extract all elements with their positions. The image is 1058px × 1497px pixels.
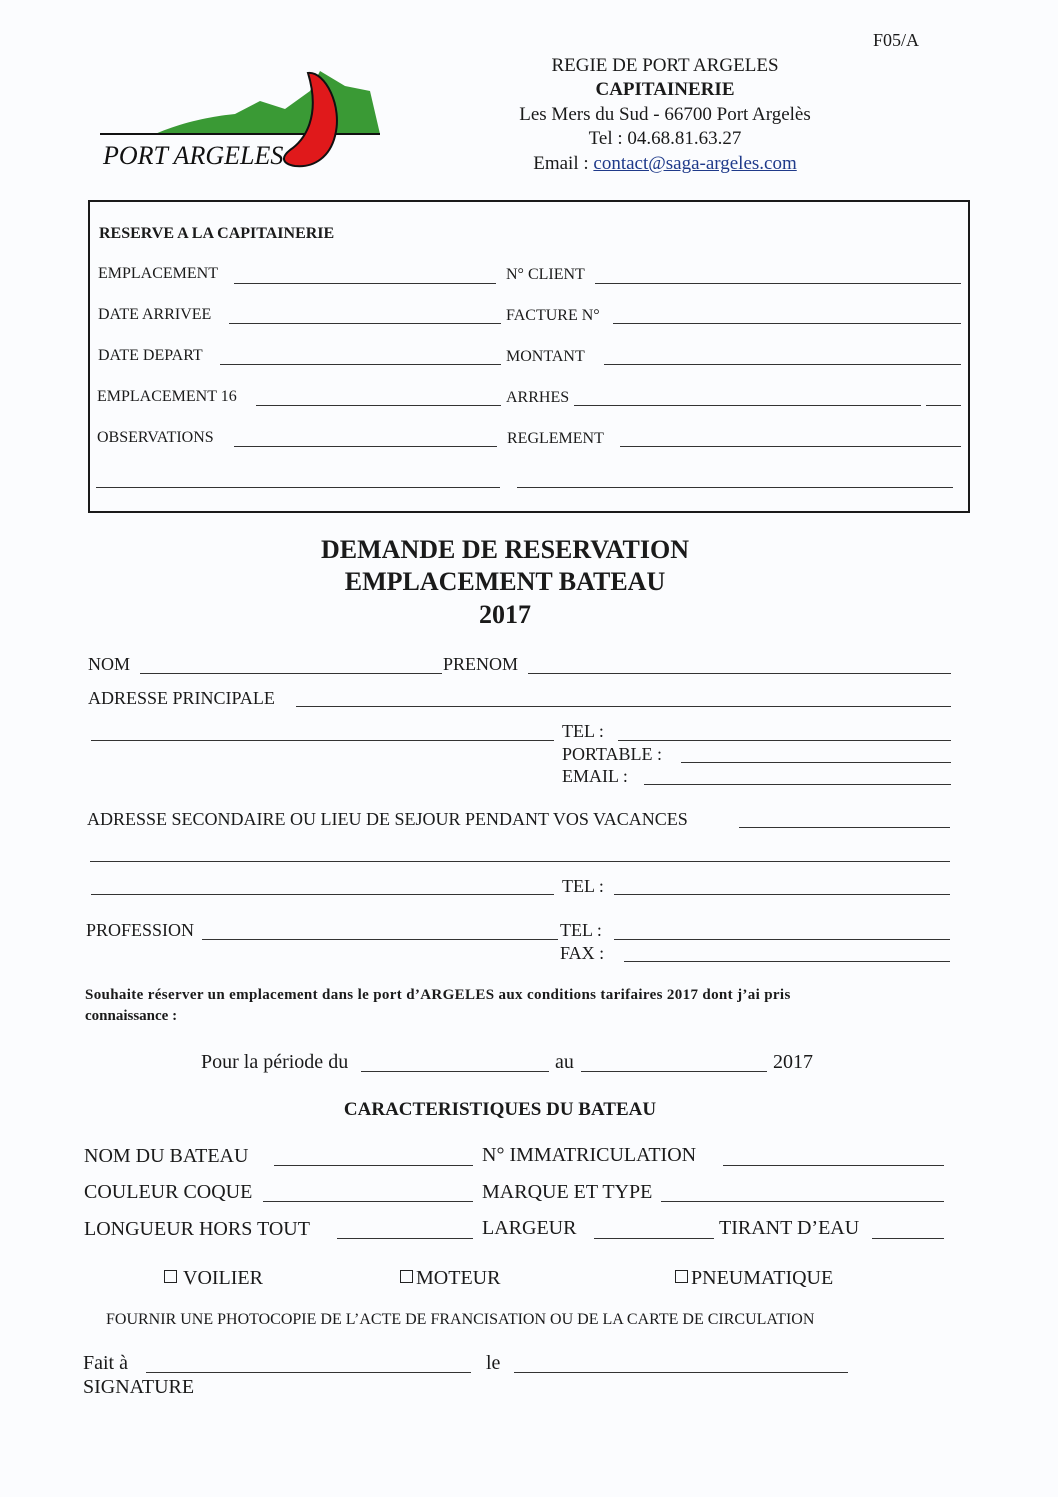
field-adresse-principale-line2[interactable] (91, 740, 554, 741)
label-tel-pro: TEL : (560, 920, 602, 940)
field-arrhes[interactable] (574, 405, 921, 406)
email-label: Email : (533, 153, 594, 174)
field-nom[interactable] (140, 673, 442, 674)
reserved-box-title: RESERVE A LA CAPITAINERIE (99, 225, 335, 242)
documents-notice: FOURNIR UNE PHOTOCOPIE DE L’ACTE DE FRANCISATION OU DE LA CARTE DE CIRCULATION (106, 1311, 815, 1328)
field-periode-du[interactable] (361, 1071, 549, 1072)
label-tel: TEL : (562, 721, 604, 741)
label-tel-secondaire: TEL : (562, 876, 604, 896)
field-tel[interactable] (618, 740, 951, 741)
statement-line2: connaissance : (85, 1008, 178, 1024)
org-email-row (490, 152, 840, 177)
org-phone: Tel : 04.68.81.63.27 (588, 128, 742, 149)
label-emplacement-16: EMPLACEMENT 16 (97, 388, 237, 405)
form-title-line1: DEMANDE DE RESERVATION (321, 535, 689, 564)
label-fax: FAX : (560, 943, 605, 963)
field-facture-no[interactable] (613, 323, 961, 324)
label-prenom: PRENOM (443, 654, 519, 674)
field-reglement[interactable] (620, 446, 961, 447)
label-profession: PROFESSION (86, 920, 195, 940)
label-signature: SIGNATURE (83, 1376, 195, 1398)
label-date-depart: DATE DEPART (98, 347, 203, 364)
option-pneumatique-label: PNEUMATIQUE (691, 1267, 834, 1289)
field-portable[interactable] (681, 762, 951, 763)
field-nom-bateau[interactable] (274, 1165, 473, 1166)
label-arrhes: ARRHES (506, 389, 570, 406)
label-date-arrivee: DATE ARRIVEE (98, 306, 212, 323)
label-largeur: LARGEUR (482, 1217, 577, 1239)
field-adresse-secondaire[interactable] (739, 827, 950, 828)
field-prenom[interactable] (528, 673, 951, 674)
option-moteur[interactable] (400, 1267, 500, 1290)
boat-section-title: CARACTERISTIQUES DU BATEAU (343, 1099, 657, 1120)
label-adresse-principale: ADRESSE PRINCIPALE (88, 688, 275, 708)
field-email[interactable] (644, 784, 951, 785)
option-pneumatique[interactable] (675, 1267, 833, 1290)
label-periode-year: 2017 (773, 1051, 813, 1073)
field-adresse-secondaire-line3[interactable] (91, 894, 554, 895)
label-adresse-secondaire: ADRESSE SECONDAIRE OU LIEU DE SEJOUR PENDANT VOS VACANCES (87, 809, 688, 829)
label-facture-no: FACTURE N° (506, 307, 600, 324)
label-immatriculation: N° IMMATRICULATION (482, 1144, 697, 1166)
checkbox-moteur[interactable] (400, 1270, 413, 1283)
field-tirant-eau[interactable] (872, 1238, 944, 1239)
org-address: Les Mers du Sud - 66700 Port Argelès (519, 104, 811, 125)
field-observations[interactable] (234, 446, 497, 447)
field-emplacement[interactable] (234, 283, 496, 284)
field-date-le[interactable] (514, 1372, 848, 1373)
logo-graphic-icon (95, 66, 385, 176)
field-fait-a[interactable] (146, 1372, 471, 1373)
checkbox-voilier[interactable] (164, 1270, 177, 1283)
field-periode-au[interactable] (581, 1071, 767, 1072)
label-montant: MONTANT (506, 348, 585, 365)
port-argeles-logo (95, 66, 385, 176)
field-adresse-secondaire-line2[interactable] (90, 861, 950, 862)
field-observations-extra[interactable] (96, 487, 500, 488)
option-voilier[interactable] (164, 1267, 263, 1290)
field-client-no[interactable] (595, 283, 961, 284)
statement-line1: Souhaite réserver un emplacement dans le port d’ARGELES aux conditions tarifaires 2017 dont j’ai pris (85, 987, 791, 1003)
label-le: le (486, 1352, 501, 1374)
label-observations: OBSERVATIONS (97, 429, 214, 446)
field-adresse-principale[interactable] (296, 706, 951, 707)
label-periode-du: Pour la période du (201, 1051, 349, 1073)
email-link[interactable]: contact@saga-argeles.com (593, 153, 797, 174)
label-email: EMAIL : (562, 766, 628, 786)
label-marque-type: MARQUE ET TYPE (482, 1181, 653, 1203)
label-portable: PORTABLE : (562, 744, 662, 764)
field-couleur-coque[interactable] (263, 1201, 473, 1202)
label-tirant-eau: TIRANT D’EAU (719, 1217, 860, 1239)
field-date-depart[interactable] (220, 364, 501, 365)
form-title-year: 2017 (479, 600, 531, 629)
field-largeur[interactable] (594, 1238, 714, 1239)
field-montant[interactable] (604, 364, 961, 365)
option-voilier-label: VOILIER (183, 1267, 263, 1289)
dept-name: CAPITAINERIE (595, 79, 735, 100)
label-longueur: LONGUEUR HORS TOUT (84, 1218, 310, 1240)
form-title-line2: EMPLACEMENT BATEAU (344, 567, 666, 596)
field-arrhes-extra[interactable] (926, 405, 961, 406)
label-client-no: N° CLIENT (506, 266, 585, 283)
field-longueur[interactable] (337, 1238, 473, 1239)
label-fait-a: Fait à (83, 1352, 128, 1374)
org-name: REGIE DE PORT ARGELES (551, 55, 779, 76)
field-date-arrivee[interactable] (229, 323, 501, 324)
field-emplacement-16[interactable] (256, 405, 501, 406)
field-marque-type[interactable] (661, 1201, 944, 1202)
label-reglement: REGLEMENT (507, 430, 604, 447)
label-nom: NOM (88, 654, 131, 674)
field-reglement-extra[interactable] (517, 487, 953, 488)
option-moteur-label: MOTEUR (416, 1267, 501, 1289)
label-nom-bateau: NOM DU BATEAU (84, 1145, 249, 1167)
form-code: F05/A (873, 30, 920, 50)
label-periode-au: au (555, 1051, 574, 1073)
label-couleur-coque: COULEUR COQUE (84, 1181, 253, 1203)
field-tel-pro[interactable] (614, 939, 950, 940)
field-fax[interactable] (624, 961, 950, 962)
label-emplacement: EMPLACEMENT (98, 265, 218, 282)
checkbox-pneumatique[interactable] (675, 1270, 688, 1283)
field-tel-secondaire[interactable] (614, 894, 950, 895)
logo-text: PORT ARGELES (103, 141, 284, 170)
field-profession[interactable] (202, 939, 558, 940)
field-immatriculation[interactable] (723, 1165, 944, 1166)
